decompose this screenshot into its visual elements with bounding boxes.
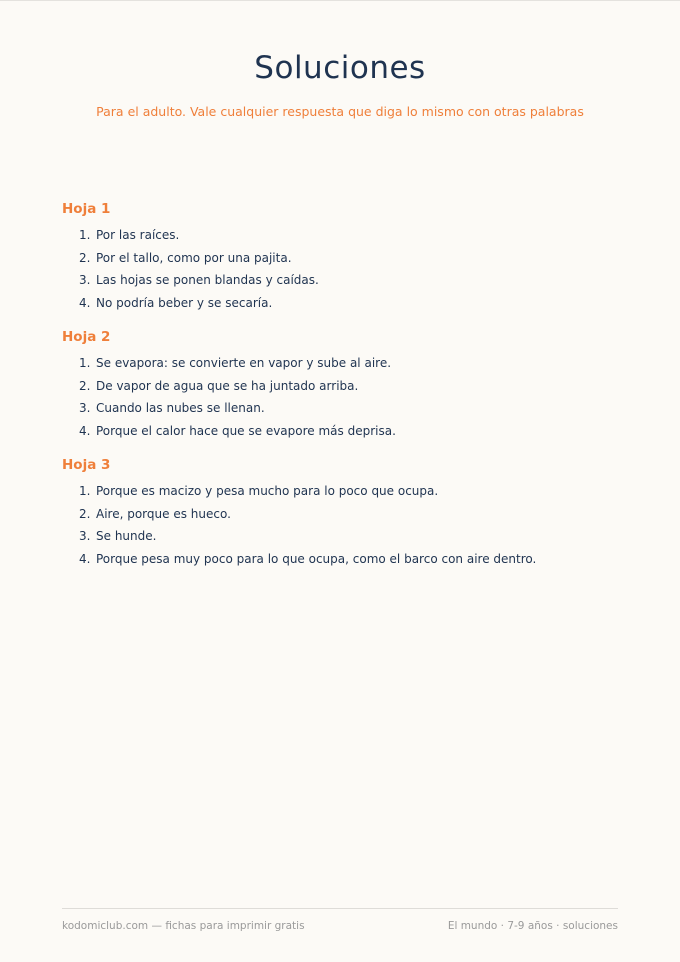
sheet-2 [62, 328, 622, 442]
list-item [62, 224, 622, 247]
answer-number: 4. [79, 423, 91, 438]
answer-number: 3. [79, 273, 91, 287]
answer-list [62, 224, 622, 314]
list-item [62, 352, 622, 375]
list-item [62, 420, 622, 443]
answer-text: Aire, porque es hueco. [96, 506, 231, 521]
answer-text: Se evapora: se convierte en vapor y sube al aire. [96, 356, 392, 370]
footer-divider [62, 908, 618, 909]
solutions-section [62, 200, 622, 584]
list-item [62, 480, 622, 503]
list-item [62, 525, 622, 548]
answer-number: 4. [79, 551, 91, 566]
answer-text: Porque pesa muy poco para lo que ocupa, como el barco con aire dentro. [96, 551, 537, 566]
answer-number: 3. [79, 529, 91, 543]
answer-number: 2. [79, 506, 91, 521]
answer-number: 2. [79, 378, 91, 393]
answer-text: Por las raíces. [96, 228, 180, 242]
answer-number: 1. [79, 356, 91, 370]
list-item [62, 292, 622, 315]
footer-site-text: kodomiclub.com — fichas para imprimir gratis [62, 920, 305, 932]
page-subtitle: Para el adulto. Vale cualquier respuesta que diga lo mismo con otras palabras [96, 104, 584, 119]
sheet-3 [62, 456, 622, 570]
answer-number: 4. [79, 295, 91, 310]
answer-text: No podría beber y se secaría. [96, 295, 273, 310]
answer-number: 2. [79, 250, 91, 265]
list-item [62, 269, 622, 292]
answer-text: Las hojas se ponen blandas y caídas. [96, 273, 319, 287]
answer-text: Porque es macizo y pesa mucho para lo poco que ocupa. [96, 484, 439, 498]
list-item [62, 247, 622, 270]
list-item [62, 397, 622, 420]
top-divider [0, 0, 680, 1]
answer-text: Cuando las nubes se llenan. [96, 401, 265, 415]
answer-number: 1. [79, 484, 91, 498]
sheet-title: Hoja 2 [62, 329, 111, 345]
answer-text: Se hunde. [96, 529, 157, 543]
answer-number: 1. [79, 228, 91, 242]
sheet-1 [62, 200, 622, 314]
footer-info-text: El mundo · 7-9 años · soluciones [447, 920, 618, 932]
answer-text: De vapor de agua que se ha juntado arriba. [96, 378, 359, 393]
answer-text: Porque el calor hace que se evapore más deprisa. [96, 423, 396, 438]
list-item [62, 375, 622, 398]
list-item [62, 548, 622, 571]
page-title: Soluciones [254, 50, 426, 86]
answer-number: 3. [79, 401, 91, 415]
sheet-title: Hoja 3 [62, 457, 111, 473]
answer-text: Por el tallo, como por una pajita. [96, 250, 292, 265]
answer-list [62, 480, 622, 570]
sheet-title: Hoja 1 [62, 201, 111, 217]
answer-list [62, 352, 622, 442]
list-item [62, 503, 622, 526]
